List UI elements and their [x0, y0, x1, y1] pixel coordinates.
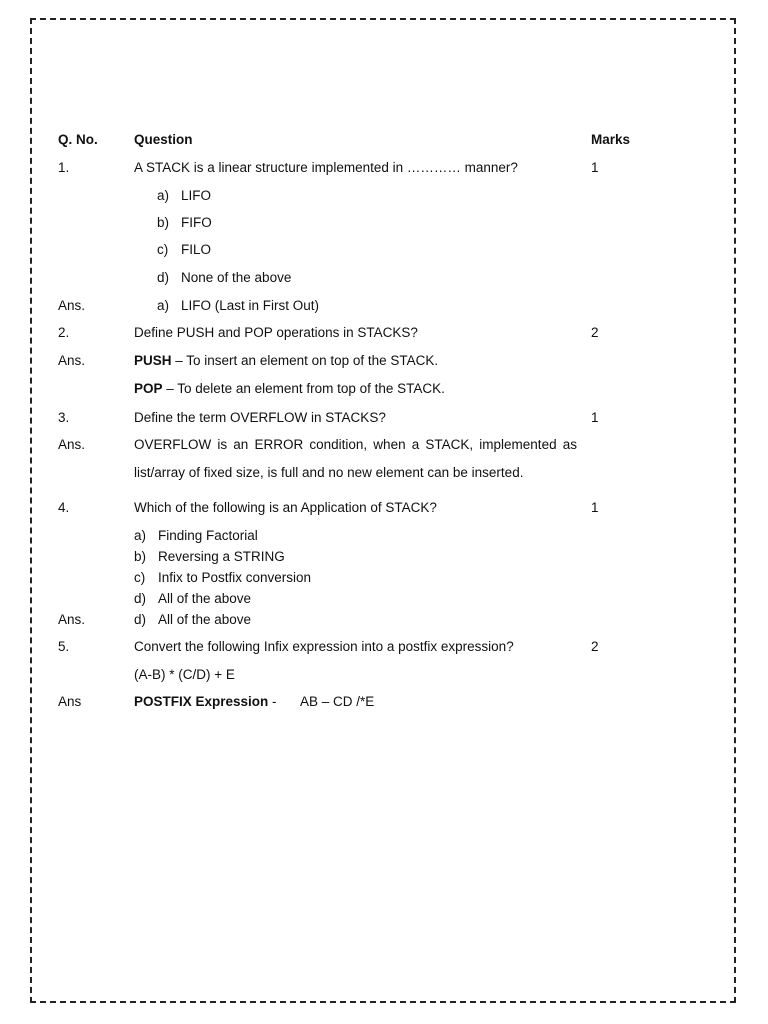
q1-answer-label: Ans. — [58, 298, 86, 313]
q1-number: 1. — [58, 160, 70, 175]
pop-term: POP — [134, 381, 163, 396]
q4-option-text: Finding Factorial — [158, 528, 258, 543]
push-term: PUSH — [134, 353, 172, 368]
q4-option-label: a) — [134, 528, 147, 543]
q1-option-label: b) — [157, 215, 170, 230]
q4-option-label: c) — [134, 570, 146, 585]
header-question: Question — [134, 132, 193, 147]
q4-answer-label: Ans. — [58, 612, 86, 627]
q5-number: 5. — [58, 639, 70, 654]
q1-option-text: FILO — [181, 242, 212, 257]
q5-answer-value: AB – CD /*E — [300, 694, 375, 709]
q4-option-text: All of the above — [158, 591, 252, 606]
q1-answer-option: a) — [157, 298, 170, 313]
q5-answer-heading — [134, 694, 277, 710]
q3-marks: 1 — [591, 410, 599, 425]
q4-option-label: d) — [134, 591, 147, 606]
q1-option-label: d) — [157, 270, 170, 285]
q2-answer-push — [134, 353, 438, 369]
q2-question: Define PUSH and POP operations in STACKS? — [134, 325, 418, 340]
q3-question: Define the term OVERFLOW in STACKS? — [134, 410, 386, 425]
q2-answer-pop — [134, 381, 445, 397]
postfix-term: POSTFIX Expression — [134, 694, 269, 709]
push-definition: – To insert an element on top of the STACK. — [171, 353, 439, 368]
q4-question: Which of the following is an Application of STACK? — [134, 500, 437, 515]
q4-number: 4. — [58, 500, 70, 515]
q4-marks: 1 — [591, 500, 599, 515]
q1-option-label: c) — [157, 242, 169, 257]
q5-marks: 2 — [591, 639, 599, 654]
q2-number: 2. — [58, 325, 70, 340]
q1-option-label: a) — [157, 188, 170, 203]
q2-marks: 2 — [591, 325, 599, 340]
header-marks: Marks — [591, 132, 631, 147]
q3-answer-line-2: list/array of fixed size, is full and no new element can be inserted. — [134, 465, 524, 480]
q5-expression: (A-B) * (C/D) + E — [134, 667, 235, 682]
postfix-dash: - — [268, 694, 277, 709]
q5-answer-label: Ans — [58, 694, 82, 709]
q4-option-text: Infix to Postfix conversion — [158, 570, 312, 585]
header-qno: Q. No. — [58, 132, 98, 147]
pop-definition: – To delete an element from top of the STACK. — [162, 381, 445, 396]
q1-option-text: FIFO — [181, 215, 212, 230]
q5-question: Convert the following Infix expression into a postfix expression? — [134, 639, 514, 654]
q4-option-text: Reversing a STRING — [158, 549, 285, 564]
q1-answer-text: LIFO (Last in First Out) — [181, 298, 320, 313]
q2-answer-label: Ans. — [58, 353, 86, 368]
q3-number: 3. — [58, 410, 70, 425]
q4-option-label: b) — [134, 549, 147, 564]
q1-option-text: LIFO — [181, 188, 212, 203]
q4-answer-text: All of the above — [158, 612, 252, 627]
q1-question: A STACK is a linear structure implemented in ………… manner? — [134, 160, 518, 175]
q3-answer-label: Ans. — [58, 437, 86, 452]
q1-option-text: None of the above — [181, 270, 292, 285]
q4-answer-option: d) — [134, 612, 147, 627]
q1-marks: 1 — [591, 160, 599, 175]
q3-answer-line-1: OVERFLOW is an ERROR condition, when a STACK, implemented as — [134, 437, 577, 452]
